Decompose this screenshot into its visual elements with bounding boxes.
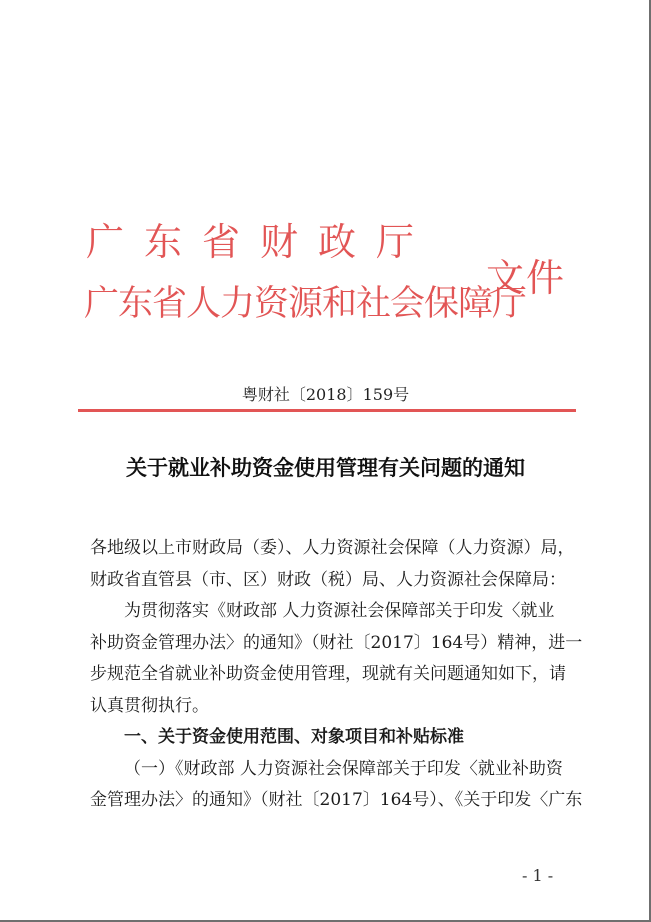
- section-heading: 一、关于资金使用范围、对象项目和补贴标准: [124, 727, 464, 747]
- body-line: 财政省直管县（市、区）财政（税）局、人力资源社会保障局：: [90, 569, 566, 590]
- body-line: 认真贯彻执行。: [90, 695, 209, 716]
- document-body: [90, 533, 583, 817]
- document-type-label: 文件: [486, 256, 567, 300]
- body-line: （一）《财政部 人力资源社会保障部关于印发〈就业补助资: [124, 758, 563, 779]
- page-number: - 1 -: [522, 866, 554, 885]
- issuer-name-finance-department: 广东省财政厅: [86, 220, 435, 264]
- document-number: 粤财社〔2018〕159号: [241, 385, 410, 404]
- document-title: 关于就业补助资金使用管理有关问题的通知: [126, 455, 525, 480]
- body-line: 金管理办法〉的通知》（财社〔2017〕164号）、《关于印发〈广东: [90, 790, 583, 810]
- issuer-name-hr-department: 广东省人力资源和社会保障厅: [84, 284, 527, 324]
- red-divider-line: [78, 409, 576, 412]
- body-line: 补助资金管理办法〉的通知》（财社〔2017〕164号）精神，进一: [90, 632, 583, 653]
- body-line: 为贯彻落实《财政部 人力资源社会保障部关于印发〈就业: [124, 601, 555, 621]
- body-line: 步规范全省就业补助资金使用管理，现就有关问题通知如下，请: [90, 664, 566, 684]
- body-line: 各地级以上市财政局（委）、人力资源社会保障（人力资源）局，: [90, 538, 575, 558]
